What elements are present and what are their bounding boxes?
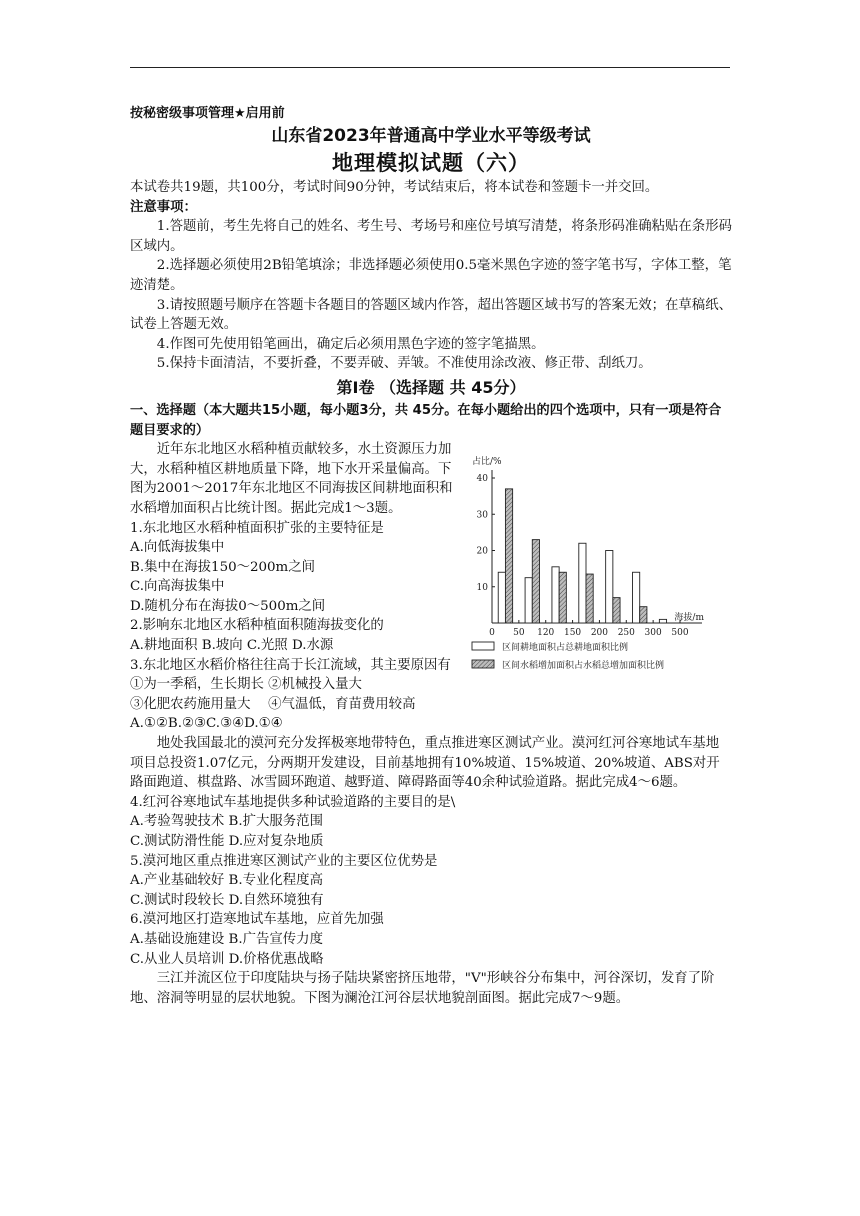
option: C.测试防滑性能 D.应对复杂地质 [130, 834, 324, 849]
legend-swatch-rice [472, 660, 494, 668]
question-5: 5.漠河地区重点推进寒区测试产业的主要区位优势是 [130, 853, 438, 869]
option: C.向高海拔集中 [130, 579, 225, 595]
option: A.产业基础较好 B.专业化程度高 [130, 873, 323, 889]
bar-rice-increase [586, 574, 593, 623]
exam-page [130, 104, 732, 1008]
notes-heading: 注意事项： [130, 199, 197, 215]
x-tick-label: 150 [563, 628, 582, 639]
option: C.从业人员培训 D.价格优惠战略 [130, 951, 324, 967]
passage-2: 地处我国最北的漠河充分发挥极寒地带特色，重点推进寒区测试产业。漠河红河谷寒地试车基地项目总投资1.07亿元，分两期开发建设，目前基地拥有10%坡道、15%坡道、20%坡道、ABS对开路面跑道、棋盘路、冰雪圆环跑道、越野道、障碍路面等40余种试验道路。据此完成4～6题。 [130, 736, 720, 791]
x-tick-label: 200 [590, 628, 609, 639]
option: A.①②B.②③C.③④D.①④ [130, 716, 283, 732]
x-tick-label: 50 [513, 628, 525, 639]
bar-farmland [579, 543, 586, 623]
bar-rice-increase [505, 489, 512, 623]
option: A.向低海拔集中 [130, 540, 225, 556]
passage-1: 近年东北地区水稻种植贡献较多，水土资源压力加大，水稻种植区耕地质量下降，地下水开采量偏高。下图为2001～2017年东北地区不同海拔区间耕地面积和水稻增加面积占比统计图。据此完成1～3题。 [130, 442, 453, 516]
note-item: 5.保持卡面清洁，不要折叠，不要弄破、弄皱。不准使用涂改液、修正带、刮纸刀。 [156, 356, 652, 372]
option: B.集中在海拔150～200m之间 [130, 559, 316, 575]
option: A.考验驾驶技术 B.扩大服务范围 [130, 814, 323, 830]
x-tick-label: 500 [671, 628, 689, 639]
y-axis-label: 占比/% [472, 457, 502, 468]
y-tick-label: 40 [476, 474, 488, 485]
note-item: 2.选择题必须使用2B铅笔填涂；非选择题必须使用0.5毫米黑色字迹的签字笔书写，字体工整，笔迹清楚。 [130, 258, 732, 293]
legend-label-rice: 区间水稻增加面积占水稻总增加面积比例 [502, 661, 665, 672]
question-6: 6.漠河地区打造寒地试车基地，应首先加强 [130, 912, 384, 928]
bar-rice-increase [640, 607, 647, 623]
bar-farmland [525, 578, 532, 623]
x-tick-label: 0 [489, 628, 495, 639]
x-tick-label: 250 [617, 628, 635, 639]
secrecy-label: 按秘密级事项管理★启用前 [130, 106, 285, 121]
x-axis-label: 海拔/m [674, 613, 704, 624]
note-item: 4.作图可先使用铅笔画出，确定后必须用黑色字迹的签字笔描黑。 [156, 336, 545, 352]
y-tick-label: 20 [476, 546, 488, 557]
y-tick-label: 30 [476, 510, 488, 521]
x-tick-label: 120 [537, 628, 555, 639]
question-block-1-3 [130, 440, 732, 734]
y-tick-label: 10 [476, 582, 488, 593]
option: D.随机分布在海拔0～500m之间 [130, 598, 326, 614]
legend-label-farmland: 区间耕地面积占总耕地面积比例 [502, 643, 629, 654]
option: C.测试时段较长 D.自然环境独有 [130, 892, 324, 908]
option: ①为一季稻，生长期长 ②机械投入量大 [130, 677, 362, 693]
bar-rice-increase [532, 540, 539, 623]
question-3: 3.东北地区水稻价格往往高于长江流域，其主要原因有 [130, 657, 451, 673]
question-1: 1.东北地区水稻种植面积扩张的主要特征是 [130, 520, 384, 536]
note-item: 1.答题前，考生先将自己的姓名、考生号、考场号和座位号填写清楚，将条形码准确粘贴在条形码区域内。 [130, 219, 732, 254]
option: A.耕地面积 B.坡向 C.光照 D.水源 [130, 638, 334, 654]
part1-heading: 第Ⅰ卷 （选择题 共 45分） [336, 377, 526, 397]
question-2: 2.影响东北地区水稻种植面积随海拔变化的 [130, 618, 384, 634]
section1-heading: 一、选择题（本大题共15小题，每小题3分，共 45分。在每小题给出的四个选项中，只有一项是符合题目要求的） [130, 402, 722, 438]
bar-farmland [552, 567, 559, 623]
option: A.基础设施建设 B.广告宣传力度 [130, 931, 323, 947]
exam-title: 山东省2023年普通高中学业水平等级考试 [271, 126, 591, 146]
bar-farmland [498, 572, 505, 623]
passage-3: 三江并流区位于印度陆块与扬子陆块紧密挤压地带，"V"形峡谷分布集中，河谷深切，发育了阶地、溶洞等明显的层状地貌。下图为澜沧江河谷层状地貌剖面图。据此完成7～9题。 [130, 971, 715, 1006]
question-4: 4.红河谷寒地试车基地提供多种试验道路的主要目的是\ [130, 794, 456, 810]
note-item: 3.请按照题号顺序在答题卡各题目的答题区域内作答，超出答题区域书写的答案无效；在草稿纸、试卷上答题无效。 [130, 297, 732, 333]
altitude-bar-chart [470, 446, 734, 696]
option: ③化肥农药施用量大 ④气温低，育苗费用较高 [130, 696, 416, 712]
bar-rice-increase [613, 598, 620, 623]
exam-subtitle: 地理模拟试题（六） [332, 151, 530, 175]
intro-text: 本试卷共19题，共100分，考试时间90分钟，考试结束后，将本试卷和签题卡一并交回。 [130, 180, 659, 195]
bar-farmland [606, 551, 613, 624]
top-rule [130, 67, 730, 68]
bar-rice-increase [559, 572, 566, 623]
legend-swatch-farmland [472, 642, 494, 650]
bar-farmland [659, 620, 666, 624]
bar-farmland [633, 572, 640, 623]
x-tick-label: 300 [644, 628, 662, 639]
